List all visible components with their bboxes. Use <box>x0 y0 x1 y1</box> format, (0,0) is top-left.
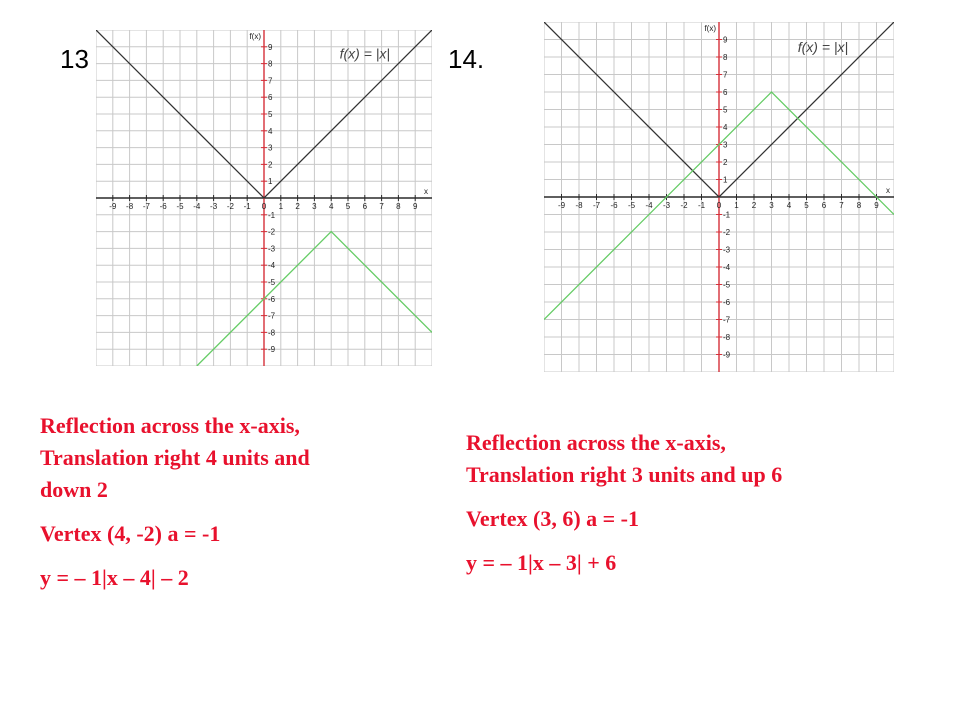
x-tick-label: -3 <box>662 201 671 210</box>
graph-14 <box>544 22 894 377</box>
y-tick-label: 2 <box>723 158 728 167</box>
x-tick-label: 0 <box>261 202 267 211</box>
x-tick-label: -2 <box>226 202 234 211</box>
y-tick-label: 9 <box>268 42 273 52</box>
problem-13-number: 13 <box>60 44 89 74</box>
x-tick-label: -7 <box>592 201 601 210</box>
y-axis-label: f(x) <box>704 24 716 33</box>
y-tick-label: -9 <box>723 350 731 360</box>
y-tick-label: 6 <box>723 88 728 97</box>
y-tick-label: 8 <box>268 59 273 69</box>
x-tick-label: 0 <box>716 201 722 210</box>
y-tick-label: -8 <box>268 328 276 338</box>
y-tick-label: -1 <box>723 210 731 220</box>
y-tick-label: -4 <box>268 261 276 271</box>
y-tick-label: -7 <box>723 315 731 325</box>
caption-14-line-1: Reflection across the x-axis, <box>466 430 726 455</box>
caption-14-equation: y = – 1|x – 3| + 6 <box>466 549 617 575</box>
caption-13-line-2: Translation right 4 units and <box>40 444 310 470</box>
y-tick-label: -8 <box>723 333 731 342</box>
y-tick-label: 9 <box>723 35 728 45</box>
caption-13-vertex: Vertex (4, -2) a = -1 <box>40 520 221 546</box>
y-tick-label: -6 <box>723 298 731 307</box>
y-tick-label: -2 <box>723 228 731 237</box>
caption-13-line-1: Reflection across the x-axis, <box>40 413 300 438</box>
y-tick-label: 2 <box>268 160 273 170</box>
y-tick-label: -3 <box>268 244 276 254</box>
x-tick-label: 9 <box>412 202 418 211</box>
y-tick-label: -7 <box>268 311 276 321</box>
graph-13-svg <box>96 30 432 366</box>
x-tick-label: -6 <box>159 202 167 211</box>
x-tick-label: -4 <box>193 202 201 211</box>
y-tick-label: 1 <box>268 177 273 187</box>
x-tick-label: -5 <box>176 202 184 211</box>
x-tick-label: 8 <box>856 201 862 210</box>
x-tick-label: -1 <box>243 202 251 211</box>
x-axis-label: x <box>886 186 890 195</box>
x-tick-label: -3 <box>210 202 218 211</box>
x-tick-label: -4 <box>645 201 653 210</box>
y-tick-label: -6 <box>268 294 276 304</box>
y-tick-label: -9 <box>268 345 276 355</box>
x-tick-label: 4 <box>786 201 792 210</box>
graph-13 <box>96 30 432 371</box>
y-tick-label: 8 <box>723 53 728 62</box>
y-tick-label: 6 <box>268 93 273 103</box>
x-tick-label: 5 <box>345 202 351 211</box>
problem-14-number: 14. <box>448 44 485 74</box>
y-tick-label: -5 <box>268 278 276 287</box>
x-tick-label: 3 <box>769 201 774 210</box>
caption-14 <box>466 427 936 579</box>
caption-14-line-2: Translation right 3 units and up 6 <box>466 461 783 487</box>
y-tick-label: 5 <box>723 105 728 115</box>
x-tick-label: -1 <box>697 201 706 210</box>
caption-13-equation: y = – 1|x – 4| – 2 <box>40 564 189 590</box>
x-tick-label: 3 <box>312 202 317 211</box>
function-label: f(x) = |x| <box>339 45 391 62</box>
x-tick-label: 6 <box>362 202 368 211</box>
x-tick-label: -5 <box>627 201 636 210</box>
x-tick-label: -7 <box>142 202 150 211</box>
x-tick-label: 2 <box>751 201 757 210</box>
y-tick-label: 5 <box>268 110 273 119</box>
y-tick-label: -2 <box>268 227 276 237</box>
x-tick-label: 7 <box>839 201 844 210</box>
x-tick-label: 1 <box>734 201 739 210</box>
x-axis-label: x <box>424 187 428 196</box>
y-tick-label: 7 <box>723 70 728 80</box>
x-tick-label: 6 <box>821 201 827 210</box>
x-tick-label: -2 <box>680 201 688 210</box>
x-tick-label: 8 <box>396 202 401 211</box>
y-tick-label: -1 <box>268 210 276 220</box>
x-tick-label: -8 <box>126 202 134 211</box>
x-tick-label: 2 <box>295 202 300 211</box>
x-tick-label: -8 <box>575 201 583 210</box>
function-label: f(x) = |x| <box>797 38 849 55</box>
y-tick-label: -5 <box>723 280 731 290</box>
y-axis-label: f(x) <box>249 32 261 41</box>
y-tick-label: 7 <box>268 76 273 86</box>
y-tick-label: -4 <box>723 263 731 272</box>
caption-13-line-3: down 2 <box>40 476 108 502</box>
caption-14-vertex: Vertex (3, 6) a = -1 <box>466 505 640 531</box>
y-tick-label: 4 <box>723 123 728 132</box>
x-tick-label: 9 <box>874 201 879 210</box>
y-tick-label: 1 <box>723 175 728 185</box>
y-tick-label: 3 <box>723 140 728 150</box>
x-tick-label: 4 <box>328 202 334 211</box>
caption-13 <box>40 410 450 593</box>
x-tick-label: 7 <box>379 202 384 211</box>
x-tick-label: 5 <box>804 201 809 210</box>
y-tick-label: -3 <box>723 245 731 255</box>
y-tick-label: 4 <box>268 126 273 136</box>
x-tick-label: -9 <box>557 201 566 210</box>
graph-14-svg <box>544 22 894 372</box>
x-tick-label: -6 <box>610 201 618 210</box>
y-tick-label: 3 <box>268 143 273 153</box>
x-tick-label: -9 <box>109 202 117 211</box>
x-tick-label: 1 <box>278 202 284 211</box>
